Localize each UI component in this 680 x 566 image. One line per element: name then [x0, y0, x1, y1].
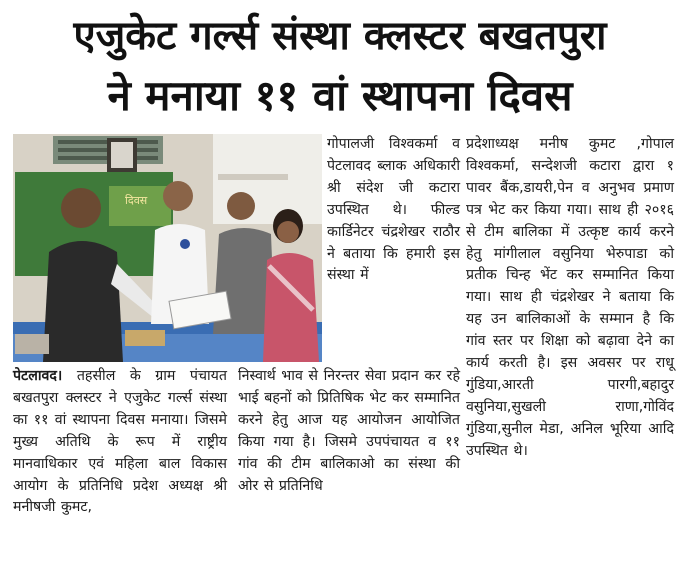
column-3-text: प्रदेशाध्यक्ष मनीष कुमट ,गोपाल विश्वकर्मा, सन्देशजी कटारा द्वारा १ पावर बैंक,डायरी,पेन व अनुभव प्रमाण पत्र भेट कर किया गया। साथ ही २०१६ से टीम बालिका में उत्कृष्ट कार्य करने हेतु मांगीलाल वसुनिया भेरुपाडा को प्रतीक चिन्ह भेंट कर सम्मानित किया गया। साथ ही चंद्रशेखर ने बताया कि यह उन बालिकाओं के सम्मान है कि गांव स्तर पर शिक्षा को बढ़ावा देने का कार्य करती है। इस अवसर पर राधू गुंडिया,आरती पारगी,बहादुर वसुनिया,सुखली राणा,गोविंद गुंडिया,सुनील मेडा, अनिल भूरिया आदि उपस्थित थे।: [466, 136, 674, 459]
article-column-3: [466, 134, 674, 463]
event-photo-illustration: [13, 134, 322, 362]
news-photo: [13, 134, 322, 362]
column-2-bottom-text: निस्वार्थ भाव से निरन्तर सेवा प्रदान कर रहे भाई बहनों को प्रितिषिक भेट कर सम्मानित करने हेतु आज यह आयोजन आयोजित किया गया है। जिसमे उपपंचायत व ११ गांव की टीम बालिकाओ का संस्था की ओर से प्रतिनिधि: [238, 368, 460, 494]
banner-text: दिवस: [125, 194, 148, 207]
article-column-2-top: [327, 134, 460, 287]
article-column-2-bottom: [238, 366, 460, 497]
column-2-top-text: गोपालजी विश्वकर्मा व पेटलावद ब्लाक अधिकारी श्री संदेश जी कटारा उपस्थित थे। फील्ड कार्डिनेटर चंद्रशेखर राठौर ने बताया कि हमारी इस संस्था में: [327, 136, 460, 284]
article-column-1: [13, 366, 227, 519]
dateline: पेटलावद।: [13, 368, 63, 384]
headline-line-2: ने मनाया ११ वां स्थापना दिवस: [107, 71, 573, 120]
column-1-text: तहसील के ग्राम पंचायत बखतपुरा क्लस्टर ने एजुकेट गर्ल्स संस्था का ११ वां स्थापना दिवस मनाया। जिसमे मुख्य अतिथि के रूप में राष्ट्रीय मानवाधिकार एवं महिला बाल विकास आयोग के प्रतिनिधि प्रदेश अध्यक्ष श्री मनीषजी कुमट,: [13, 368, 227, 516]
headline-line-1: एजुकेट गर्ल्स संस्था क्लस्टर बखतपुरा: [73, 13, 607, 59]
headline: [0, 0, 680, 128]
